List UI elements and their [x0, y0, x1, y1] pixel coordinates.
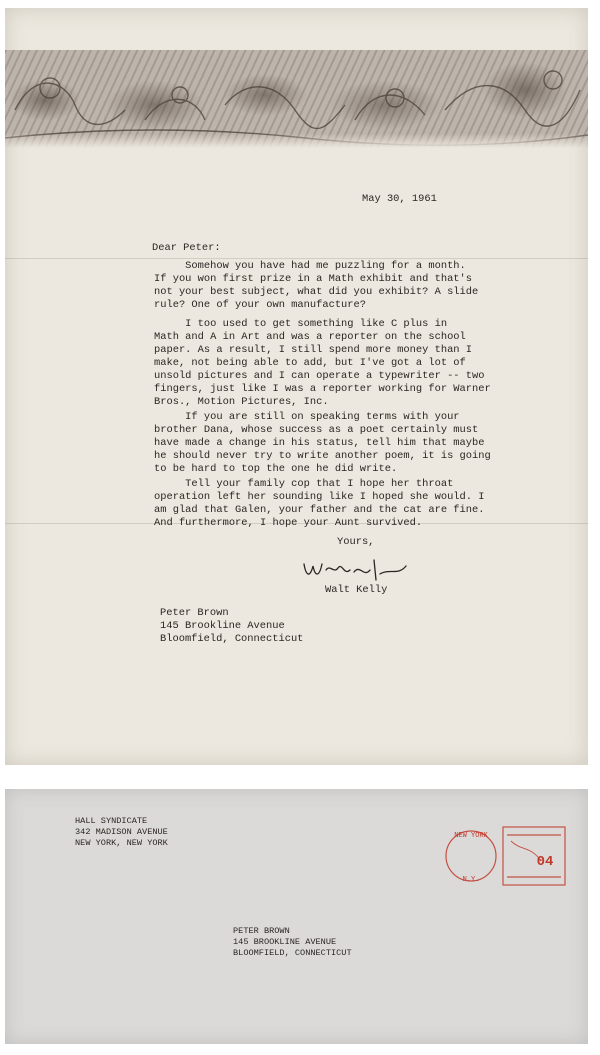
envelope-recipient-address: PETER BROWN 145 BROOKLINE AVENUE BLOOMFIELD, CONNECTICUT — [233, 926, 352, 958]
paper-fold-line — [5, 258, 588, 259]
postage-meter-stamp — [441, 821, 571, 891]
handwritten-signature-icon — [300, 554, 410, 586]
letter-paragraph: If you are still on speaking terms with your brother Dana, whose success as a poet certainly must have made a change in his status, tell him that maybe he should never try to write another poem, it is going to be hard to top the one he did write. — [154, 411, 491, 475]
postmark-city: NEW YORK — [454, 832, 488, 840]
letter-paragraph: Somehow you have had me puzzling for a month. If you won first prize in a Math exhibit and that's not your best subject, what did you exhibit? A slide rule? One of your own manufacture? — [154, 260, 479, 311]
letter-closing: Yours, — [337, 536, 375, 548]
banner-illustration-icon — [5, 50, 588, 148]
letter-salutation: Dear Peter: — [152, 242, 221, 254]
letter-paragraph: Tell your family cop that I hope her throat operation left her sounding like I hoped she would. I am glad that Galen, your father and the cat are fine. And furthermore, I hope your Aunt survived. — [154, 478, 485, 529]
meter-postage-value: 04 — [536, 854, 554, 870]
illustrated-header-banner — [5, 50, 588, 148]
signature-typed-name: Walt Kelly — [325, 584, 388, 596]
recipient-address-block: Peter Brown 145 Brookline Avenue Bloomfield, Connecticut — [160, 607, 304, 645]
letter-date: May 30, 1961 — [362, 193, 437, 205]
letter-page — [5, 8, 588, 765]
postmark-state: N.Y. — [462, 876, 480, 884]
meter-frame-icon — [503, 827, 565, 885]
envelope-return-address: HALL SYNDICATE 342 MADISON AVENUE NEW YORK, NEW YORK — [75, 816, 168, 848]
letter-paragraph: I too used to get something like C plus in Math and A in Art and was a reporter on the school paper. As a result, I still spend more money than I make, not being able to add, but I've got a lot of unsold pictures and I can operate a typewriter -- two fingers, just like I was a reporter working for Warner Bros., Motion Pictures, Inc. — [154, 318, 491, 408]
envelope — [5, 789, 588, 1044]
